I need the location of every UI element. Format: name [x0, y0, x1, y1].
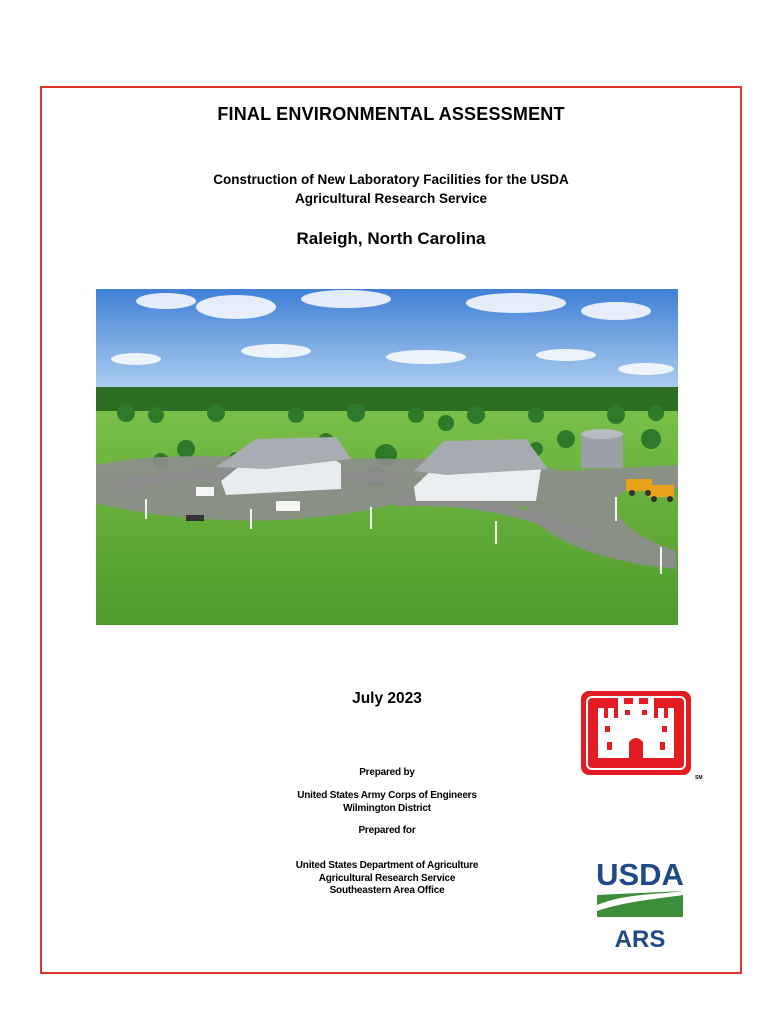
prepared-by-line: United States Army Corps of Engineers	[297, 790, 477, 801]
prepared-for-line: Agricultural Research Service	[318, 872, 456, 884]
prepared-by-label: Prepared by	[359, 767, 415, 778]
prepared-by-block	[96, 790, 678, 815]
usda-logo-text: USDA	[597, 857, 683, 892]
document-title: FINAL ENVIRONMENTAL ASSESSMENT	[217, 104, 565, 124]
prepared-by-line: Wilmington District	[343, 802, 431, 814]
prepared-for-block	[96, 860, 678, 898]
subtitle-line-1: Construction of New Laboratory Facilities for the USDA	[213, 172, 569, 187]
ars-logo-text: ARS	[614, 926, 666, 950]
prepared-for-label: Prepared for	[358, 825, 416, 836]
prepared-for-line: United States Department of Agriculture	[295, 860, 479, 871]
usda-ars-logo	[597, 855, 683, 950]
facility-rendering-image	[96, 289, 678, 625]
service-mark: SM	[695, 775, 703, 781]
usace-castle-logo	[580, 690, 692, 776]
document-subtitle	[40, 170, 742, 208]
document-date: July 2023	[352, 690, 422, 707]
prepared-for-line: Southeastern Area Office	[329, 885, 445, 896]
document-location: Raleigh, North Carolina	[296, 229, 486, 248]
subtitle-line-2: Agricultural Research Service	[294, 191, 488, 206]
